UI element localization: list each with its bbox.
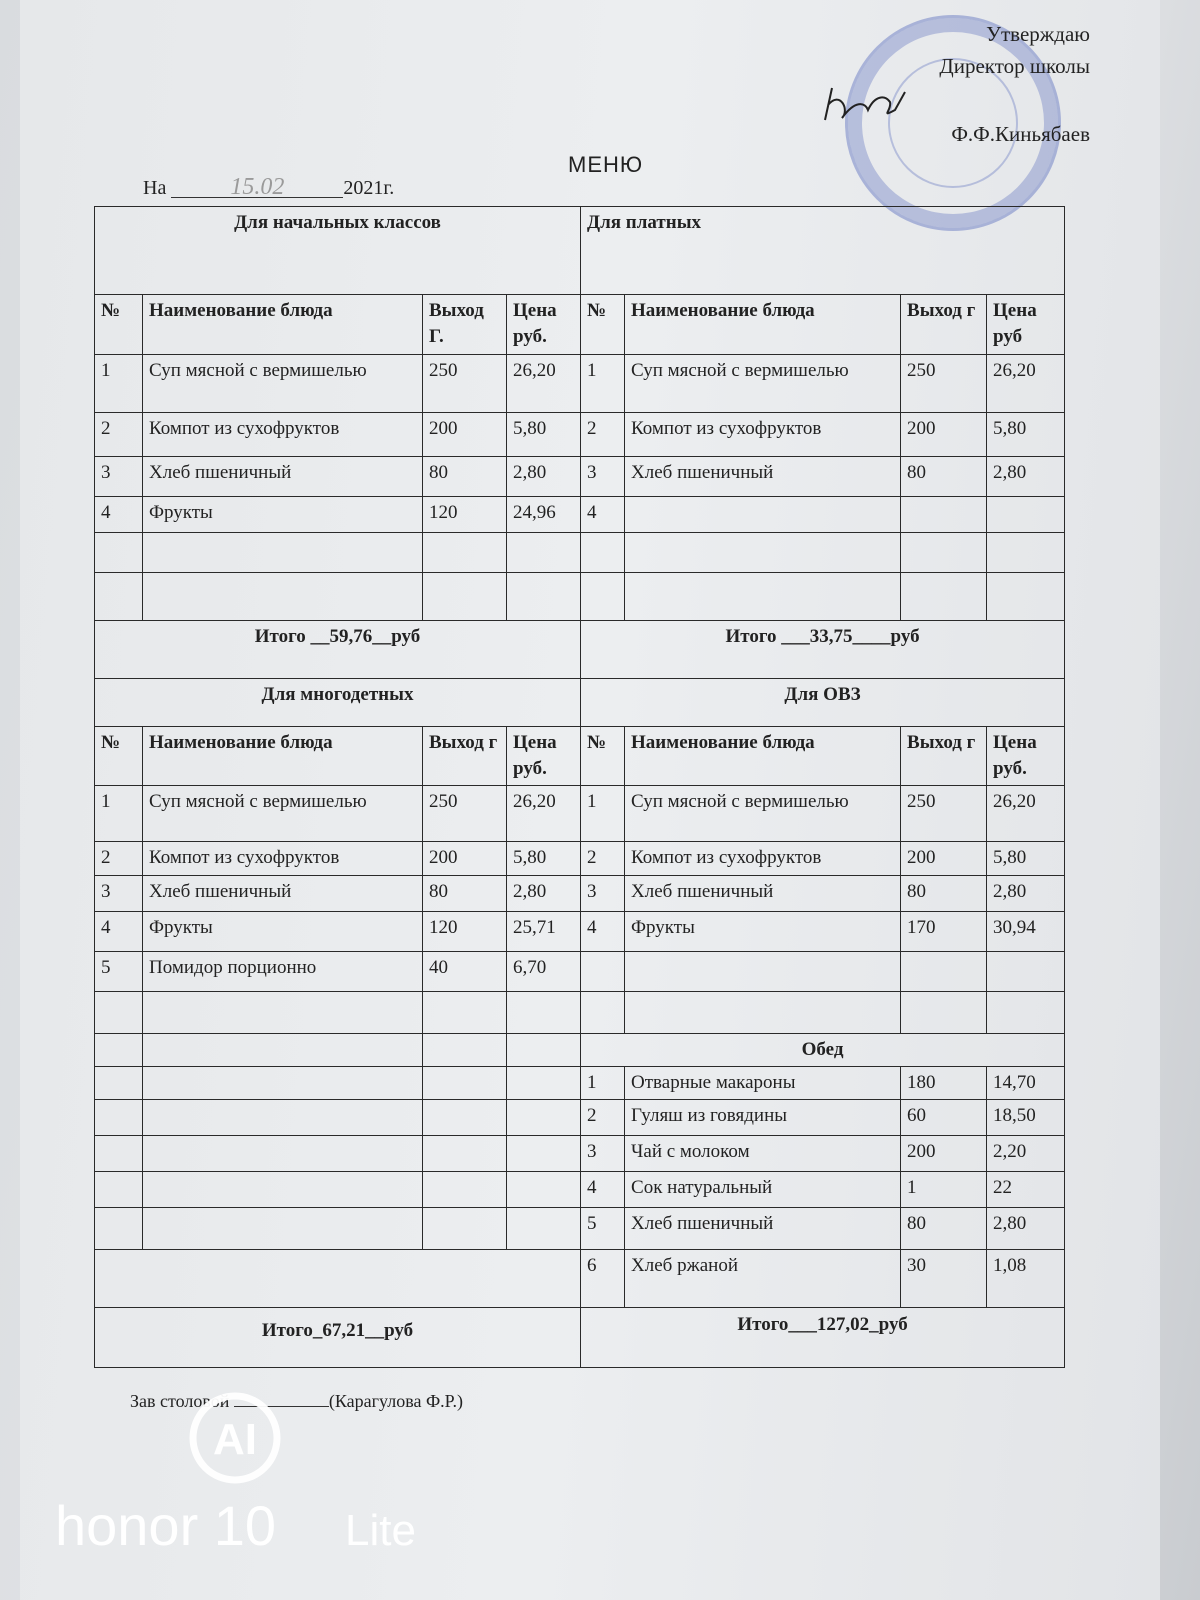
camera-watermark — [55, 1390, 435, 1560]
total-large-families: Итого_67,21__руб — [95, 1308, 581, 1368]
cell-name: Хлеб пшеничный — [143, 457, 423, 497]
cell-price: 26,20 — [507, 786, 581, 842]
table-row — [95, 952, 1065, 992]
cell-num: 1 — [581, 1067, 625, 1100]
cell-num: 3 — [95, 457, 143, 497]
col-num: № — [95, 727, 143, 786]
col-name: Наименование блюда — [143, 295, 423, 355]
cell-yield: 80 — [901, 876, 987, 912]
col-num: № — [95, 295, 143, 355]
cell-name: Хлеб пшеничный — [625, 876, 901, 912]
cell-num: 2 — [581, 413, 625, 457]
cell-name: Фрукты — [143, 912, 423, 952]
cell-name: Хлеб пшеничный — [143, 876, 423, 912]
cell-price: 24,96 — [507, 497, 581, 533]
cell-num: 3 — [581, 457, 625, 497]
cell-name: Чай с молоком — [625, 1136, 901, 1172]
cell-num: 4 — [581, 497, 625, 533]
col-price: Цена руб — [987, 295, 1065, 355]
cell-num: 3 — [581, 876, 625, 912]
empty-row — [95, 533, 1065, 573]
cell-name — [625, 497, 901, 533]
table-row — [95, 1067, 1065, 1100]
cell-name: Суп мясной с вермишелью — [625, 355, 901, 413]
cell-price: 2,80 — [987, 1208, 1065, 1250]
cell-name: Компот из сухофруктов — [625, 842, 901, 876]
cell-price: 30,94 — [987, 912, 1065, 952]
cell-price: 26,20 — [987, 786, 1065, 842]
table-row — [95, 1100, 1065, 1136]
table-row — [95, 1250, 1065, 1308]
section-title-large-families: Для многодетных — [95, 679, 581, 727]
cell-price: 5,80 — [507, 842, 581, 876]
cell-yield: 80 — [423, 457, 507, 497]
cell-num: 1 — [581, 786, 625, 842]
cell-name: Суп мясной с вермишелью — [625, 786, 901, 842]
empty-row — [95, 573, 1065, 621]
cell-num: 5 — [95, 952, 143, 992]
cell-yield: 40 — [423, 952, 507, 992]
cell-price: 2,80 — [987, 457, 1065, 497]
cell-yield: 120 — [423, 912, 507, 952]
cell-price: 1,08 — [987, 1250, 1065, 1308]
cell-num: 2 — [95, 413, 143, 457]
cell-name: Суп мясной с вермишелью — [143, 355, 423, 413]
cell-yield: 200 — [901, 842, 987, 876]
cell-yield: 250 — [423, 355, 507, 413]
cell-num: 1 — [581, 355, 625, 413]
date-line — [143, 174, 395, 200]
cell-num: 4 — [95, 912, 143, 952]
cell-yield: 30 — [901, 1250, 987, 1308]
cell-num: 3 — [95, 876, 143, 912]
total-ovz: Итого___127,02_руб — [581, 1308, 1065, 1368]
cell-price: 26,20 — [987, 355, 1065, 413]
cell-name: Компот из сухофруктов — [143, 842, 423, 876]
cell-num: 2 — [95, 842, 143, 876]
section-title-primary: Для начальных классов — [95, 207, 581, 295]
cell-price: 5,80 — [507, 413, 581, 457]
col-name: Наименование блюда — [625, 727, 901, 786]
cell-num: 2 — [581, 1100, 625, 1136]
cell-yield: 200 — [901, 1136, 987, 1172]
cell-yield: 250 — [423, 786, 507, 842]
col-yield: Выход Г. — [423, 295, 507, 355]
cell-yield: 80 — [901, 457, 987, 497]
table-row — [95, 912, 1065, 952]
lunch-title: Обед — [581, 1034, 1065, 1067]
cell-num: 5 — [581, 1208, 625, 1250]
approval-line-1: Утверждаю — [986, 22, 1090, 46]
col-yield: Выход г — [901, 727, 987, 786]
cell-yield: 200 — [423, 842, 507, 876]
brand-text: honor 10 — [55, 1494, 277, 1557]
cell-name: Хлеб ржаной — [625, 1250, 901, 1308]
col-price: Цена руб. — [507, 295, 581, 355]
col-num: № — [581, 295, 625, 355]
director-name: Ф.Ф.Киньябаев — [951, 122, 1090, 146]
cell-yield: 1 — [901, 1172, 987, 1208]
cell-num: 1 — [95, 786, 143, 842]
cell-name: Отварные макароны — [625, 1067, 901, 1100]
table-row — [95, 842, 1065, 876]
table-row — [95, 1136, 1065, 1172]
cell-yield: 120 — [423, 497, 507, 533]
cell-price: 5,80 — [987, 842, 1065, 876]
total-primary: Итого __59,76__руб — [95, 621, 581, 679]
cell-price: 22 — [987, 1172, 1065, 1208]
cell-name: Сок натуральный — [625, 1172, 901, 1208]
cell-yield: 60 — [901, 1100, 987, 1136]
empty-row — [95, 992, 1065, 1034]
cell-price: 2,80 — [987, 876, 1065, 912]
cell-yield: 200 — [901, 413, 987, 457]
ai-logo-text: AI — [213, 1415, 257, 1464]
cell-price: 6,70 — [507, 952, 581, 992]
col-name: Наименование блюда — [625, 295, 901, 355]
cell-yield: 80 — [901, 1208, 987, 1250]
cell-price: 2,20 — [987, 1136, 1065, 1172]
cell-price: 18,50 — [987, 1100, 1065, 1136]
col-name: Наименование блюда — [143, 727, 423, 786]
section-title-ovz: Для ОВЗ — [581, 679, 1065, 727]
cell-num: 3 — [581, 1136, 625, 1172]
cell-price: 2,80 — [507, 457, 581, 497]
page-title: МЕНЮ — [568, 152, 644, 177]
col-yield: Выход г — [901, 295, 987, 355]
cell-yield: 200 — [423, 413, 507, 457]
approval-line-2: Директор школы — [939, 54, 1090, 78]
footer-label: Зав столовой — [130, 1391, 230, 1411]
cell-name: Хлеб пшеничный — [625, 457, 901, 497]
cell-price: 14,70 — [987, 1067, 1065, 1100]
cell-yield: 180 — [901, 1067, 987, 1100]
footer-name: (Карагулова Ф.Р.) — [328, 1391, 463, 1411]
cell-price: 2,80 — [507, 876, 581, 912]
total-paid: Итого ___33,75____руб — [581, 621, 1065, 679]
cell-name: Гуляш из говядины — [625, 1100, 901, 1136]
approval-block — [880, 18, 1090, 150]
cell-yield: 250 — [901, 355, 987, 413]
col-num: № — [581, 727, 625, 786]
menu-table — [94, 206, 1065, 1368]
table-row — [95, 786, 1065, 842]
table-row — [95, 1172, 1065, 1208]
cell-price: 25,71 — [507, 912, 581, 952]
cell-num: 4 — [581, 1172, 625, 1208]
brand-lite-text: Lite — [345, 1506, 416, 1555]
table-row — [95, 1208, 1065, 1250]
col-yield: Выход г — [423, 727, 507, 786]
cell-name: Компот из сухофруктов — [143, 413, 423, 457]
date-prefix: На — [143, 177, 167, 199]
cell-yield — [901, 497, 987, 533]
cell-num: 2 — [581, 842, 625, 876]
date-suffix: 2021г. — [343, 177, 395, 199]
cell-num: 6 — [581, 1250, 625, 1308]
cell-num: 4 — [581, 912, 625, 952]
cell-name: Помидор порционно — [143, 952, 423, 992]
cell-yield: 250 — [901, 786, 987, 842]
table-row — [95, 413, 1065, 457]
cell-price: 5,80 — [987, 413, 1065, 457]
cell-name: Хлеб пшеничный — [625, 1208, 901, 1250]
table-row — [95, 876, 1065, 912]
section-title-paid: Для платных — [581, 207, 1065, 295]
date-handwritten: 15.02 — [171, 177, 343, 198]
cell-name: Фрукты — [625, 912, 901, 952]
col-price: Цена руб. — [507, 727, 581, 786]
cell-price: 26,20 — [507, 355, 581, 413]
table-row — [95, 355, 1065, 413]
table-row — [95, 497, 1065, 533]
col-price: Цена руб. — [987, 727, 1065, 786]
cell-name: Компот из сухофруктов — [625, 413, 901, 457]
cell-yield: 170 — [901, 912, 987, 952]
table-row — [95, 457, 1065, 497]
cell-yield: 80 — [423, 876, 507, 912]
cell-num: 4 — [95, 497, 143, 533]
cell-name: Фрукты — [143, 497, 423, 533]
cell-num: 1 — [95, 355, 143, 413]
cell-price — [987, 497, 1065, 533]
cell-name: Суп мясной с вермишелью — [143, 786, 423, 842]
